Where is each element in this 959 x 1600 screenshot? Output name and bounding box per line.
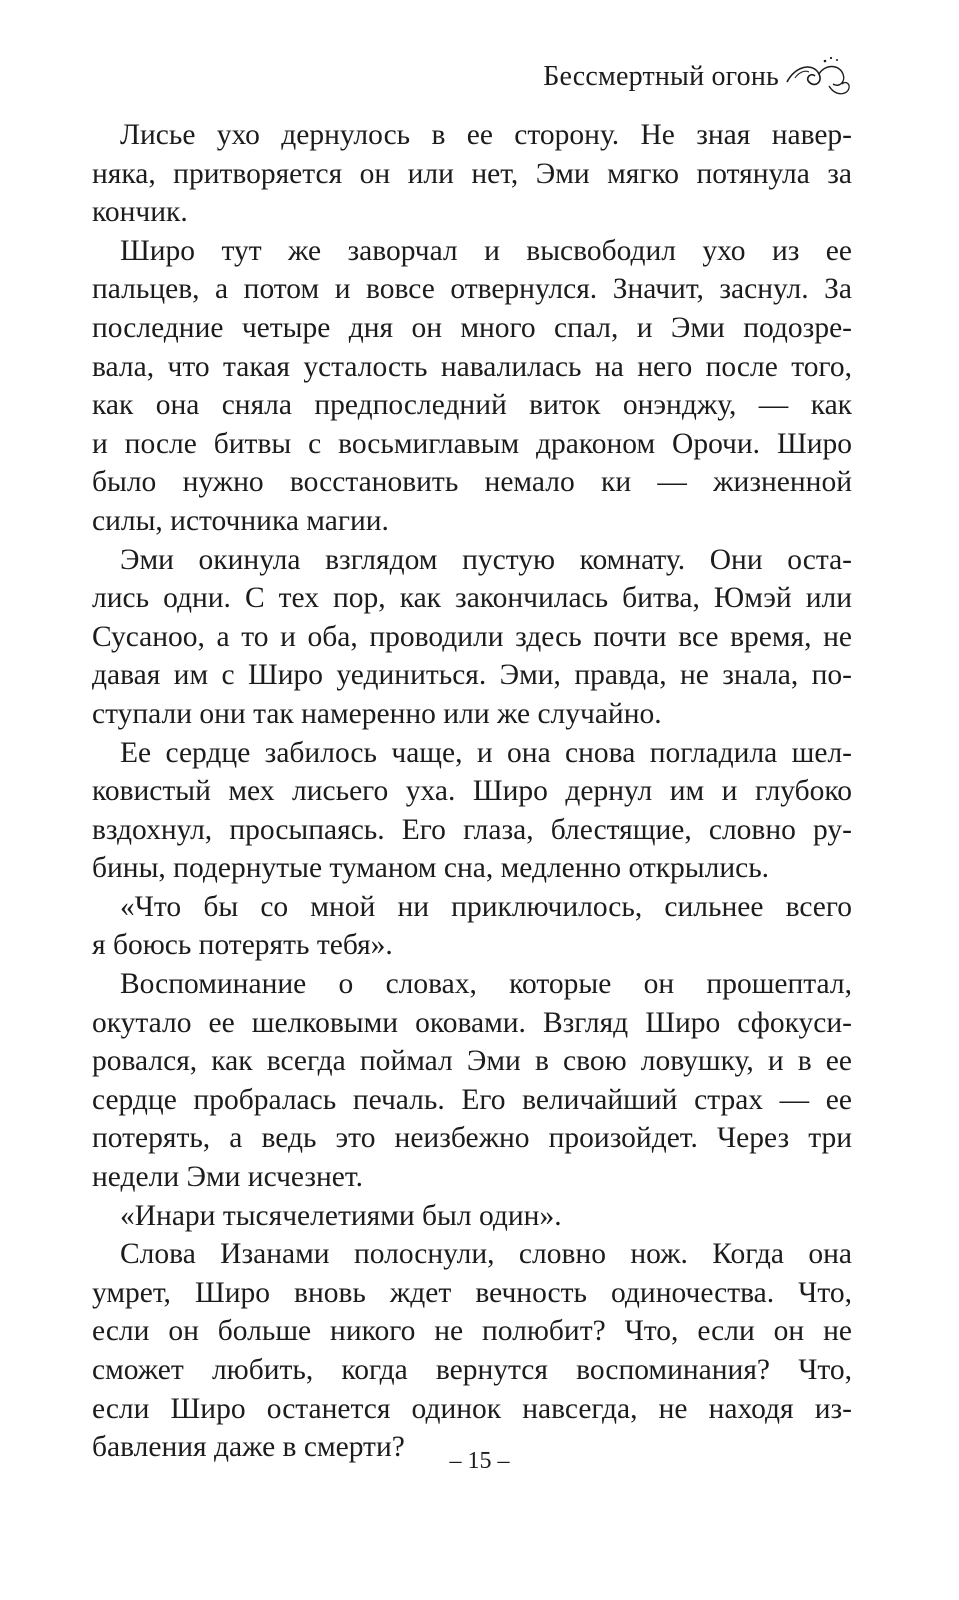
text-line: силы, источника магии.: [92, 504, 389, 537]
paragraph: [92, 965, 852, 1197]
paragraph: [92, 232, 852, 541]
paragraph: [92, 541, 852, 734]
paragraph: [92, 734, 852, 888]
text-line: бины, подернутые туманом сна, медленно открылись.: [92, 852, 770, 885]
text-line: последние четыре дня он много спал, и Эми подозре-: [92, 311, 852, 344]
flourish-ornament-icon: [785, 52, 853, 102]
text-line: окутало ее шелковыми оковами. Взгляд Широ сфокуси-: [92, 1006, 852, 1039]
text-line: давая им с Широ уединиться. Эми, правда, не знала, по-: [92, 659, 852, 692]
text-line: ковистый мех лисьего уха. Широ дернул им и глубоко: [92, 775, 852, 808]
text-line: ступали они так намеренно или же случайно.: [92, 697, 662, 730]
text-line: «Инари тысячелетиями был один».: [120, 1199, 562, 1232]
text-line: «Что бы со мной ни приключилось, сильнее всего: [120, 890, 852, 923]
text-line: сердце пробралась печаль. Его величайший страх — ее: [92, 1083, 852, 1116]
text-line: Ее сердце забилось чаще, и она снова погладила шел-: [120, 736, 852, 769]
text-line: вала, что такая усталость навалилась на него после того,: [92, 350, 852, 383]
text-line: Эми окинула взглядом пустую комнату. Они оста-: [120, 543, 852, 576]
text-line: пальцев, а потом и вовсе отвернулся. Значит, заснул. За: [92, 273, 852, 306]
text-line: умрет, Широ вновь ждет вечность одиночества. Что,: [92, 1276, 852, 1309]
text-line: кончик.: [92, 196, 188, 229]
text-line: лись одни. С тех пор, как закончилась битва, Юмэй или: [92, 582, 852, 615]
text-line: Слова Изанами полоснули, словно нож. Когда она: [120, 1238, 852, 1271]
text-line: я боюсь потерять тебя».: [92, 929, 393, 962]
paragraph: [92, 1235, 852, 1467]
body-text: [92, 116, 852, 1467]
text-line: недели Эми исчезнет.: [92, 1161, 363, 1194]
text-line: было нужно восстановить немало ки — жизненной: [92, 466, 852, 499]
text-line: няка, притворяется он или нет, Эми мягко потянула за: [92, 157, 852, 190]
running-header: [543, 52, 853, 102]
paragraph: [92, 116, 852, 232]
text-line: бавления даже в смерти?: [92, 1431, 405, 1464]
text-line: если Широ останется одинок навсегда, не находя из-: [92, 1392, 852, 1425]
text-line: и после битвы с восьмиглавым драконом Орочи. Широ: [92, 427, 852, 460]
text-line: если он больше никого не полюбит? Что, если он не: [92, 1315, 852, 1348]
text-line: Лисье ухо дернулось в ее сторону. Не зная навер-: [120, 119, 852, 151]
text-line: Широ тут же заворчал и высвободил ухо из ее: [120, 234, 852, 267]
text-line: потерять, а ведь это неизбежно произойдет. Через три: [92, 1122, 852, 1155]
text-line: как она сняла предпоследний виток онэнджу, — как: [92, 389, 852, 422]
text-line: Сусаноо, а то и оба, проводили здесь почти все время, не: [92, 620, 852, 653]
text-line: вздохнул, просыпаясь. Его глаза, блестящие, словно ру-: [92, 813, 852, 846]
page-number: – 15 –: [449, 1448, 510, 1474]
running-header-title: Бессмертный огонь: [543, 61, 779, 92]
paragraph: [92, 888, 852, 965]
text-line: ровался, как всегда поймал Эми в свою ловушку, и в ее: [92, 1045, 852, 1078]
text-line: Воспоминание о словах, которые он прошептал,: [120, 968, 852, 1001]
text-line: сможет любить, когда вернутся воспоминания? Что,: [92, 1354, 852, 1386]
paragraph: [92, 1197, 852, 1236]
